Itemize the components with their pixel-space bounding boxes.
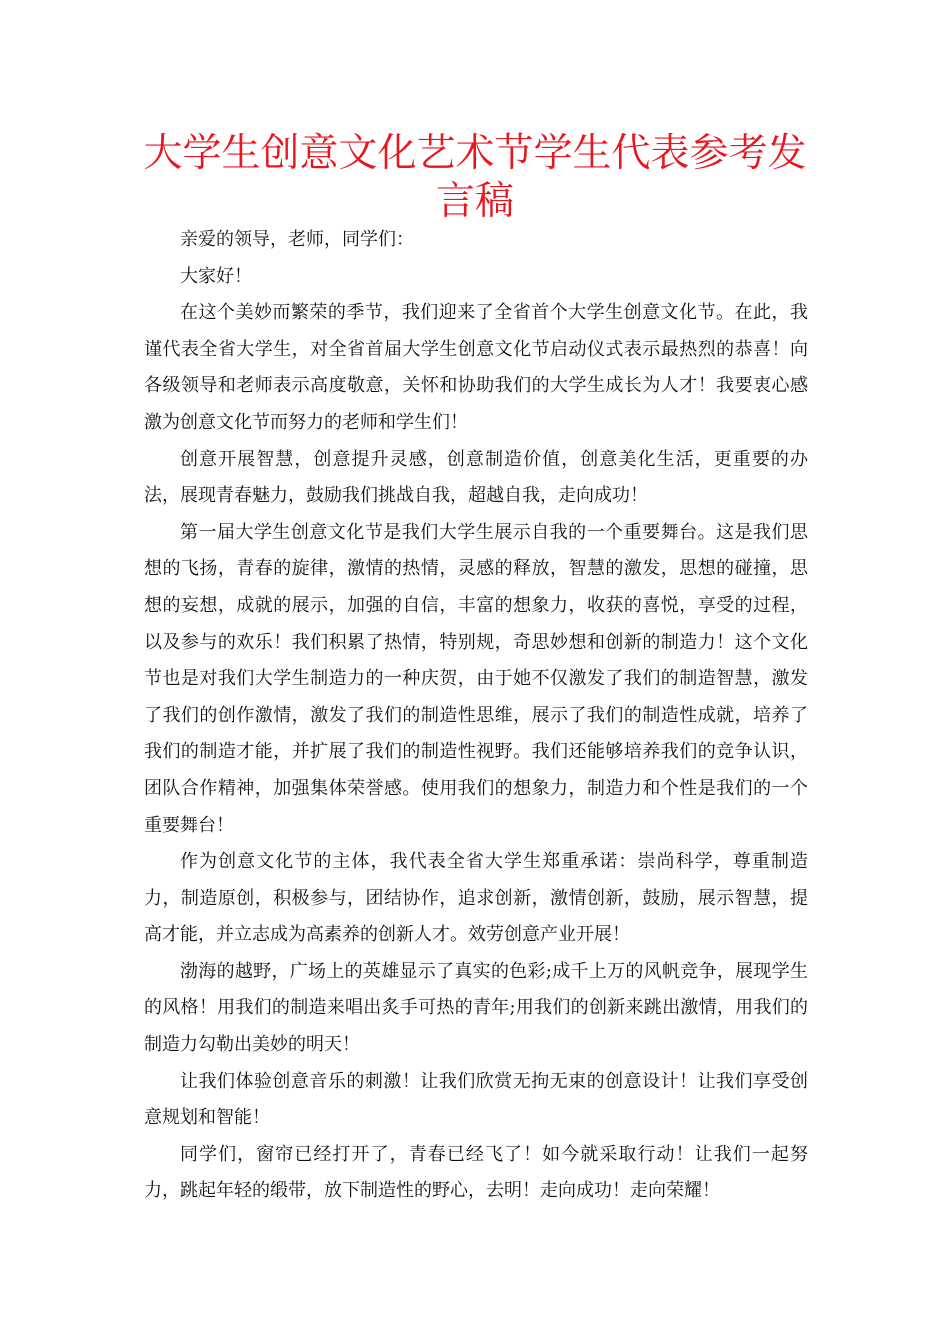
body-paragraph: 渤海的越野，广场上的英雄显示了真实的色彩;成千上万的风帆竞争，展现学生的风格！用我们的制造来唱出炙手可热的青年;用我们的创新来跳出激情，用我们的制造力勾勒出美妙的明天！ [144, 960, 808, 1056]
document-body [144, 222, 808, 1210]
body-paragraph: 创意开展智慧，创意提升灵感，创意制造价值，创意美化生活，更重要的办法，展现青春魅力，鼓励我们挑战自我，超越自我，走向成功！ [144, 448, 808, 507]
body-paragraph: 让我们体验创意音乐的刺激！让我们欣赏无拘无束的创意设计！让我们享受创意规划和智能！ [144, 1070, 808, 1129]
salutation-paragraph: 亲爱的领导，老师，同学们： [180, 229, 414, 250]
greeting-paragraph: 大家好！ [180, 265, 252, 287]
body-paragraph: 在这个美妙而繁荣的季节，我们迎来了全省首个大学生创意文化节。在此，我谨代表全省大学生，对全省首届大学生创意文化节启动仪式表示最热烈的恭喜！向各级领导和老师表示高度敬意，关怀和协助我们的大学生成长为人才！我要衷心感激为创意文化节而努力的老师和学生们！ [144, 302, 808, 433]
body-paragraph: 作为创意文化节的主体，我代表全省大学生郑重承诺：崇尚科学，尊重制造力，制造原创，积极参与，团结协作，追求创新，激情创新，鼓励，展示智慧，提高才能，并立志成为高素养的创新人才。效劳创意产业开展！ [144, 851, 808, 946]
document-title: 大学生创意文化艺术节学生代表参考发言稿 [143, 131, 807, 224]
closing-paragraph: 同学们，窗帘已经打开了，青春已经飞了！如今就采取行动！让我们一起努力，跳起年轻的缎带，放下制造性的野心，去明！走向成功！走向荣耀！ [144, 1143, 808, 1202]
body-paragraph: 第一届大学生创意文化节是我们大学生展示自我的一个重要舞台。这是我们思想的飞扬，青春的旋律，激情的热情，灵感的释放，智慧的激发，思想的碰撞，思想的妄想，成就的展示，加强的自信，丰富的想象力，收获的喜悦，享受的过程，以及参与的欢乐！我们积累了热情，特别规，奇思妙想和创新的制造力！这个文化节也是对我们大学生制造力的一种庆贺，由于她不仅激发了我们的制造智慧，激发了我们的创作激情，激发了我们的制造性思维，展示了我们的制造性成就，培养了我们的制造才能，并扩展了我们的制造性视野。我们还能够培养我们的竞争认识，团队合作精神，加强集体荣誉感。使用我们的想象力，制造力和个性是我们的一个重要舞台！ [144, 521, 808, 836]
